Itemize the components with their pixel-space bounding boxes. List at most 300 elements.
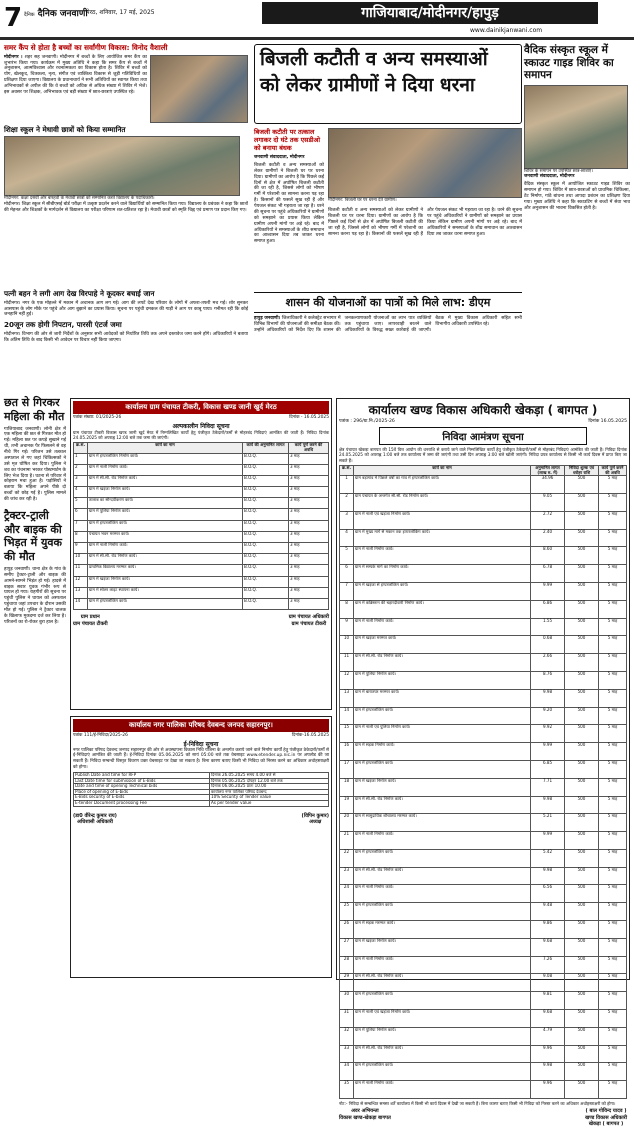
table-cell: 6	[74, 509, 88, 520]
table-row	[340, 867, 627, 885]
table-cell: 500	[565, 476, 599, 494]
table-cell: 9.98	[531, 796, 565, 814]
tender-signatures	[73, 614, 329, 627]
tender-note: नोट:- निविदा से सम्बन्धित समस्त शर्तें कार्यालय में किसी भी कार्य दिवस में देखी जा सकती हैं। बिना कारण बताए किसी भी निविदा को निरस्त करने का अधिकार अधोहस्ताक्षरी को होगा।	[339, 1101, 616, 1107]
table-cell: 5 माह	[599, 760, 627, 778]
table-cell: 10	[340, 636, 354, 654]
photo-caption: मोदीनगर: कक्षा दसवीं और बारहवीं के मेधावी छात्रों को सम्मानित करते विद्यालय के पदाधिकारी।	[4, 196, 155, 202]
table-cell: 500	[565, 778, 599, 796]
table-cell: ग्राम बड़ागांव में पिछले वर्षों का गांव में इण्टरलॉकिंग कार्य।	[354, 476, 531, 494]
table-cell: 9.48	[531, 903, 565, 921]
table-cell: 500	[565, 974, 599, 992]
table-cell: 16	[340, 743, 354, 761]
table-cell: 5 माह	[599, 636, 627, 654]
table-cell: 3 माह	[289, 576, 329, 587]
table-row	[74, 509, 329, 520]
tender-ref-number: पत्रांक 111/ई-निविदा/2025-26	[73, 733, 128, 738]
table-cell: B.O.Q.	[243, 498, 289, 509]
signatory-office: खेकड़ा ( बागपत )	[588, 1121, 624, 1128]
table-cell: 29	[340, 974, 354, 992]
table-cell: 3 माह	[289, 520, 329, 531]
table-cell: 21	[340, 832, 354, 850]
table-cell: 4	[340, 529, 354, 547]
table-cell: 500	[565, 654, 599, 672]
table-cell: ग्राम में नाली निर्माण कार्य।	[354, 547, 531, 565]
table-cell: ग्राम में सम्पर्क मार्ग का निर्माण कार्य।	[354, 565, 531, 583]
table-cell: 5 माह	[599, 992, 627, 1010]
table-row	[340, 885, 627, 903]
lead-photo	[328, 128, 522, 198]
tender-nagar-palika	[70, 716, 332, 978]
table-cell: 9.05	[531, 493, 565, 511]
table-cell: 3 माह	[289, 475, 329, 486]
table-row	[74, 565, 329, 576]
table-row	[340, 689, 627, 707]
tender-ref-number: पत्रांक : 296/ग्रा.नि./2025-26	[339, 419, 395, 424]
table-cell: 6.78	[531, 565, 565, 583]
table-cell: दिनांक 05.06.2025 दोपहर 12.00 बजे तक	[210, 778, 329, 784]
signatory-office: विकास खण्ड-खेकड़ा बागपत	[339, 1114, 391, 1121]
tender-khekda	[336, 398, 630, 1128]
table-cell: ग्राम में नाली निर्माण कार्य।	[354, 885, 531, 903]
table-cell: 3 माह	[289, 453, 329, 464]
story-body: बिजली कटौती व अन्य समस्याओं को लेकर ग्रामीणों ने बिजली घर पर धरना दिया। ग्रामीणों का आरोप है कि पिछले कई दिनों से क्षेत्र में अघोषित बिजली कटौती की जा रही है, जिससे लोगों को भीषण गर्मी में परेशानी का सामना करना पड़ रहा है। किसानों की फसलें सूख रही हैं और पेयजल संकट भी गहराता जा रहा है। धरने की सूचना पर पहुंचे अधिकारियों ने ग्रामीणों को समझाने का प्रयास किया लेकिन ग्रामीण अपनी मांगों पर अड़े रहे। बाद में अधिकारियों ने समस्याओं के शीघ्र समाधान का आश्वासन दिया तब जाकर धरना समाप्त हुआ।	[254, 162, 324, 245]
table-cell: 500	[565, 671, 599, 689]
table-cell: 5 माह	[599, 1081, 627, 1099]
table-cell: 2	[74, 464, 88, 475]
table-cell: 5 माह	[599, 529, 627, 547]
table-cell: 500	[565, 565, 599, 583]
table-cell: ग्राम में पुलिया निर्माण कार्य।	[354, 1027, 531, 1045]
table-cell: 5	[74, 498, 88, 509]
table-cell: 500	[565, 743, 599, 761]
table-cell: 5 माह	[599, 974, 627, 992]
paper-tag: दैनिक	[24, 12, 35, 18]
signatory-title: ग्राम प्रधान	[80, 614, 100, 621]
table-cell: 35	[340, 1081, 354, 1099]
table-cell: 8.60	[531, 547, 565, 565]
table-cell: ग्राम में सी.सी. रोड निर्माण कार्य।	[88, 554, 243, 565]
signatory-title: अधिशासी अधिकारी	[77, 818, 113, 825]
table-cell: 9.81	[531, 992, 565, 1010]
story-headline: शासन की योजनाओं का पात्रों को मिले लाभ: डीएम	[254, 292, 522, 313]
story-headline: वैदिक संस्कृत स्कूल में स्काउट गाइड शिविर का समापन	[524, 44, 614, 82]
table-row	[340, 707, 627, 725]
table-cell: दिनांक 06.06.2025 प्रातः 10.00	[210, 784, 329, 790]
table-cell: ग्राम में इण्टरलॉकिंग कार्य।	[354, 1063, 531, 1081]
table-row	[74, 576, 329, 587]
tender-signatures	[339, 1108, 627, 1127]
table-cell: 2.40	[531, 529, 565, 547]
table-row	[340, 992, 627, 1010]
story-photo	[150, 55, 248, 123]
table-cell: 13	[340, 689, 354, 707]
story-body: शहर सह जनवाणी। मोदीनगर में बच्चों के लिए आयोजित समर कैंप का शुभारंभ किया गया। कार्यक्रम में मुख्य अतिथि ने कहा कि समर कैंप से बच्चों में अनुशासन, आत्मविश्वास और रचनात्मकता का विकास होता है। शिविर में बच्चों को योग, खेलकूद, चित्रकला, नृत्य, संगीत एवं व्यक्तित्व विकास से जुड़ी गतिविधियों का प्रशिक्षण दिया जाएगा। विद्यालय के प्रधानाचार्य ने सभी अतिथियों का स्वागत किया तथा अभिभावकों से अपील की कि वे बच्चों को अधिक से अधिक संख्या में शिविर में भेजें। इस अवसर पर शिक्षक, अभिभावक एवं बड़ी संख्या में छात्र-छात्राएं उपस्थित रहे।	[4, 54, 147, 95]
table-header: कार्य पूर्ण करने की अवधि	[289, 443, 329, 453]
table-cell: 5 माह	[599, 600, 627, 618]
table-cell: 9.68	[531, 1010, 565, 1028]
table-cell: 34.96	[531, 476, 565, 494]
table-cell: 5 माह	[599, 921, 627, 939]
table-cell: Publish Date and time for RFP	[74, 773, 210, 779]
table-row	[340, 1063, 627, 1081]
table-header: कार्य की अनुमानित लागत	[243, 443, 289, 453]
story-headline: छत से गिरकर महिला की मौत	[4, 396, 65, 423]
table-cell: 9.92	[531, 725, 565, 743]
table-cell: 5 माह	[599, 493, 627, 511]
table-row	[340, 476, 627, 494]
signatory-name: (डा0 वीरेन्द्र कुमार राय)	[73, 812, 117, 819]
tender-intro: क्षेत्र पंचायत खेकड़ा बागपत की 15वें वित्त आयोग की धनराशि से कराये जाने वाले निम्नलिखित कार्यों हेतु पंजीकृत ठेकेदारों/फर्मों से मोहरबंद निविदाएं आमंत्रित की जाती हैं। निविदा दिनांक 24.05.2025 को अपराह्न 1:00 बजे तक कार्यालय में जमा की जाएंगी तथा उसी दिन अपराह्न 3:00 बजे खोली जाएंगी। निविदा प्रपत्र कार्यालय से किसी भी कार्य दिवस में प्राप्त किए जा सकते हैं।	[339, 446, 627, 463]
table-cell: ग्राम में खड़ंजा निर्माण कार्य।	[88, 576, 243, 587]
story-photo	[524, 85, 628, 169]
story-body: हापुड़ जनवाणी। थाना क्षेत्र के गांव के समीप ट्रैक्टर-ट्राली और बाइक की आमने-सामने भिड़ंत हो गई। हादसे में बाइक सवार युवक गंभीर रूप से घायल हो गया। राहगीरों की सूचना पर पहुंची पुलिस ने घायल को अस्पताल पहुंचाया जहां उपचार के दौरान उसकी मौत हो गई। पुलिस ने ट्रैक्टर चालक के खिलाफ मुकदमा दर्ज कर लिया है। परिजनों का रो-रोकर बुरा हाल है।	[4, 566, 66, 625]
table-cell: 1.55	[531, 618, 565, 636]
tender-title: कार्यालय ग्राम पंचायत टीकरी, विकास खण्ड जानी खुर्द मेरठ	[73, 401, 329, 414]
table-cell: 6.56	[531, 885, 565, 903]
table-cell: 5 माह	[599, 547, 627, 565]
table-cell: 3 माह	[289, 464, 329, 475]
table-cell: 6.86	[531, 600, 565, 618]
table-row	[340, 636, 627, 654]
table-cell: 5 माह	[599, 743, 627, 761]
table-cell: 17	[340, 760, 354, 778]
table-cell: 500	[565, 725, 599, 743]
lead-subheadline: बिजली कटौती पर तत्काल लगाकर दो घंटे तक एसडीओ को बनाया बंधक	[254, 128, 321, 152]
table-cell: 9.99	[531, 832, 565, 850]
table-cell: ग्राम में इण्टरलॉकिंग निर्माण कार्य।	[88, 453, 243, 464]
signatory-title: अवर अभियन्ता	[351, 1108, 379, 1115]
table-cell: 6	[340, 565, 354, 583]
table-cell: 5 माह	[599, 618, 627, 636]
table-header: कार्य का नाम	[354, 466, 531, 476]
table-cell: 3 माह	[289, 554, 329, 565]
signatory-office: ग्राम पंचायत टीकरी	[73, 620, 108, 627]
table-cell: ग्राम में इण्टरलॉकिंग कार्य।	[354, 707, 531, 725]
story-headline: ट्रैक्टर-ट्राली और बाइक की भिड़त में युवक की मौत	[4, 508, 62, 564]
table-cell: 9.98	[531, 867, 565, 885]
table-cell: 500	[565, 707, 599, 725]
table-cell: 14	[340, 707, 354, 725]
table-cell: ग्राम में सी.सी. रोड निर्माण कार्य।	[354, 654, 531, 672]
table-cell: 500	[565, 529, 599, 547]
table-cell: 5 माह	[599, 867, 627, 885]
table-cell: B.O.Q.	[243, 520, 289, 531]
story-body: बिजली कटौती व अन्य समस्याओं को लेकर ग्रामीणों ने बिजली घर पर धरना दिया। ग्रामीणों का आरोप है कि पिछले कई दिनों से क्षेत्र में अघोषित बिजली कटौती की जा रही है, जिससे लोगों को भीषण गर्मी में परेशानी का सामना करना पड़ रहा है। किसानों की फसलें सूख रही हैं और पेयजल संकट भी गहराता जा रहा है। धरने की सूचना पर पहुंचे अधिकारियों ने ग्रामीणों को समझाने का प्रयास किया लेकिन ग्रामीण अपनी मांगों पर अड़े रहे। बाद में अधिकारियों ने समस्याओं के शीघ्र समाधान का आश्वासन दिया तब जाकर धरना समाप्त हुआ।	[328, 208, 522, 237]
table-cell: ग्राम में सी.सी. रोड निर्माण कार्य।	[354, 1045, 531, 1063]
tender-date: दिनांक-16.05.2025	[291, 733, 329, 738]
table-cell: ग्राम पंचायत के अन्तर्गत सी.सी. रोड निर्माण कार्य।	[354, 493, 531, 511]
table-cell: 23	[340, 867, 354, 885]
table-cell: 5 माह	[599, 476, 627, 494]
table-row	[74, 498, 329, 509]
table-cell: B.O.Q.	[243, 543, 289, 554]
table-cell: 500	[565, 1010, 599, 1028]
table-cell: 5 माह	[599, 849, 627, 867]
table-cell: 9.20	[531, 707, 565, 725]
table-row	[340, 778, 627, 796]
table-cell: 500	[565, 636, 599, 654]
table-cell: ग्राम में सी.सी. रोड निर्माण कार्य।	[354, 867, 531, 885]
tender-title: कार्यालय खण्ड विकास अधिकारी खेकड़ा ( बागपत )	[368, 403, 598, 417]
tender-notice-heading: निविदा आमंत्रण सूचना	[379, 427, 587, 445]
table-cell: ग्राम में इण्टरलॉकिंग कार्य।	[354, 849, 531, 867]
table-row	[340, 582, 627, 600]
table-cell: ग्राम में इण्टरलॉकिंग कार्य।	[354, 903, 531, 921]
table-row	[340, 1027, 627, 1045]
table-cell: ग्राम में पुलिया निर्माण कार्य।	[88, 509, 243, 520]
table-cell: 1	[340, 476, 354, 494]
table-cell: 5 माह	[599, 778, 627, 796]
story-byline: मोदीनगर ।	[4, 54, 23, 60]
table-cell: 13	[74, 587, 88, 598]
table-cell: ग्राम में खड़ंजा निर्माण कार्य।	[354, 938, 531, 956]
table-row	[74, 453, 329, 464]
table-cell: कार्यालय नगर पालिका परिषद देवबन्द	[210, 789, 329, 795]
story-byline: जनवाणी संवाददाता, मोदीनगर	[254, 155, 305, 160]
table-row	[340, 529, 627, 547]
table-cell: 10	[74, 554, 88, 565]
table-cell: ग्राम में सी.सी. रोड निर्माण कार्य।	[354, 796, 531, 814]
table-cell: 500	[565, 885, 599, 903]
table-cell: 31	[340, 1010, 354, 1028]
story-headline: 20जून तक होगी निपटान, पारसी एंटर्ज जमा	[4, 320, 122, 330]
table-cell: ग्राम में सी.सी. रोड निर्माण कार्य।	[354, 974, 531, 992]
table-cell: 10% Security of Tender value	[210, 795, 329, 801]
table-row	[340, 760, 627, 778]
table-row	[74, 531, 329, 542]
table-row	[340, 618, 627, 636]
table-header: क्र.सं.	[74, 443, 88, 453]
table-row	[74, 598, 329, 609]
table-cell: ग्राम में नाली निर्माण कार्य।	[88, 543, 243, 554]
tender-notice-heading: अल्पकालीन निविदा सूचना	[172, 422, 230, 430]
photo-caption: मोदीनगर: बिजली घर पर धरना देते ग्रामीण।	[328, 198, 397, 203]
tender-gram-panchayat	[70, 398, 332, 710]
table-cell: 500	[565, 796, 599, 814]
table-cell: ग्राम में इण्टरलॉकिंग कार्य।	[354, 760, 531, 778]
table-cell: E-tender Document processing Fee	[74, 801, 210, 807]
table-cell: 9.68	[531, 938, 565, 956]
table-cell: 8	[340, 600, 354, 618]
paper-title: दैनिक जनवाणी	[37, 9, 88, 19]
table-cell: 2	[340, 493, 354, 511]
table-cell: 3 माह	[289, 565, 329, 576]
table-cell: 2.66	[531, 654, 565, 672]
website-link[interactable]: www.dainikjanwani.com	[470, 27, 543, 34]
table-cell: 0.68	[531, 636, 565, 654]
table-row	[74, 554, 329, 565]
table-row	[340, 1045, 627, 1063]
table-row	[340, 938, 627, 956]
table-cell: 9	[74, 543, 88, 554]
table-header: अनुमानित लागत (लाख रु. में)	[531, 466, 565, 476]
table-cell: 14	[74, 598, 88, 609]
paper-name	[24, 6, 88, 19]
table-cell: 25	[340, 903, 354, 921]
story-headline: शिक्षा स्कूल ने मेधावी छात्रों को किया सम्मानित	[4, 124, 126, 134]
table-cell: 27	[340, 938, 354, 956]
table-cell: 7	[74, 520, 88, 531]
signatory-title: अध्यक्ष	[309, 818, 322, 825]
table-cell: ग्राम में सामुदायिक शौचालय मरम्मत कार्य।	[354, 814, 531, 832]
masthead	[0, 0, 634, 40]
table-cell: B.O.Q.	[243, 464, 289, 475]
table-cell: 5 माह	[599, 903, 627, 921]
edition-banner: गाजियाबाद/मोदीनगर/हापुड़	[262, 2, 598, 24]
table-cell: ग्राम में नाली निर्माण कार्य।	[88, 464, 243, 475]
table-cell: ग्राम में सोलर लाइट स्थापना कार्य।	[88, 587, 243, 598]
table-cell: 4	[74, 487, 88, 498]
table-cell: ग्राम में नाली एवं खड़ंजा निर्माण कार्य।	[354, 1010, 531, 1028]
table-cell: 9.98	[531, 689, 565, 707]
table-cell: 3 माह	[289, 598, 329, 609]
dateline: मेरठ, शनिवार, 17 मई, 2025	[86, 9, 155, 16]
tender-title: कार्यालय नगर पालिका परिषद देवबन्द जनपद सहारनपुर।	[73, 719, 329, 732]
table-row	[340, 832, 627, 850]
signatory-name: ( बाल गोविन्द यादव )	[585, 1108, 627, 1115]
table-cell: ग्राम में खड़ंजा से इण्टरलॉकिंग कार्य।	[354, 582, 531, 600]
table-cell: 500	[565, 867, 599, 885]
table-cell: 500	[565, 493, 599, 511]
table-cell: 7	[340, 582, 354, 600]
story-headline: समर कैंप से होता है बच्चों का सर्वांगीण विकास: विनोद वैशाली	[4, 43, 168, 52]
table-cell: 5 माह	[599, 796, 627, 814]
table-row	[340, 654, 627, 672]
table-cell: 5.21	[531, 814, 565, 832]
story-body: वैदिक संस्कृत स्कूल में आयोजित स्काउट गाइड शिविर का समापन हो गया। शिविर में छात्र-छात्राओं को प्राथमिक चिकित्सा, टेंट निर्माण, गांठें बांधना तथा आपदा प्रबंधन का प्रशिक्षण दिया गया। मुख्य अतिथि ने कहा कि स्काउटिंग से बच्चों में सेवा भाव और अनुशासन की भावना विकसित होती है।	[524, 182, 630, 211]
table-cell: 9.99	[531, 582, 565, 600]
table-row	[340, 493, 627, 511]
table-cell: 500	[565, 760, 599, 778]
table-cell: ग्राम में सड़क निर्माण कार्य।	[354, 743, 531, 761]
table-cell: 500	[565, 582, 599, 600]
table-row	[340, 725, 627, 743]
table-cell: 3 माह	[289, 587, 329, 598]
table-header: कार्य का नाम	[88, 443, 243, 453]
table-cell: 3 माह	[289, 531, 329, 542]
table-cell: Last Date time for submission of E-Bids	[74, 778, 210, 784]
table-cell: 500	[565, 511, 599, 529]
table-cell: 3 माह	[289, 487, 329, 498]
table-cell: 500	[565, 618, 599, 636]
table-cell: As per tender value	[210, 801, 329, 807]
tender-signatures	[73, 813, 329, 826]
story-woman-death	[4, 396, 66, 976]
signatory-title: ग्राम पंचायत अधिकारी	[288, 614, 329, 621]
table-cell: 3	[340, 511, 354, 529]
story-body: मोदीनगर। विभाग की ओर से जारी निर्देशों के अनुसार सभी आवेदकों को निर्धारित तिथि तक अपने दस्तावेज जमा करने होंगे। अधिकारियों ने बताया कि अंतिम तिथि के बाद किसी भी आवेदन पर विचार नहीं किया जाएगा।	[4, 331, 248, 343]
story-headline: पत्नी बहन ने लगी आग देख विरपाहे ने कूदकर बचाई जान	[4, 289, 155, 298]
story-body: गाजियाबाद जनवाणी। लोनी क्षेत्र में एक महिला की छत से गिरकर मौत हो गई। महिला छत पर कपड़े सुखाने गई थी, तभी अचानक पैर फिसलने से वह नीचे गिर गई। परिजन उसे तत्काल अस्पताल ले गए जहां चिकित्सकों ने उसे मृत घोषित कर दिया। पुलिस ने शव का पंचनामा भरकर पोस्टमार्टम के लिए भेज दिया है। घटना से परिवार में कोहराम मचा हुआ है। पड़ोसियों ने बताया कि महिला अपने पीछे दो बच्चों को छोड़ गई है। पुलिस मामले की जांच कर रही है।	[4, 426, 66, 502]
table-cell: 11	[340, 654, 354, 672]
table-cell: 5 माह	[599, 814, 627, 832]
table-cell: 18	[340, 778, 354, 796]
table-cell: 5 माह	[599, 1045, 627, 1063]
story-photo	[4, 136, 240, 196]
table-cell: 500	[565, 1045, 599, 1063]
table-cell: ग्राम में खड़ंजा मरम्मत कार्य।	[354, 636, 531, 654]
lead-photo-wrap	[328, 128, 522, 204]
table-cell: ग्राम में सी.सी. रोड निर्माण कार्य।	[88, 475, 243, 486]
tender-schedule-table	[73, 772, 329, 806]
tender-intro: ग्राम पंचायत टीकरी विकास खण्ड जानी खुर्द मेरठ में निम्नलिखित कार्यों हेतु पंजीकृत ठेकेदारों/फर्मों से मोहरबंद निविदाएं आमंत्रित की जाती हैं। निविदा दिनांक 24.05.2025 को अपराह्न 12:00 बजे तक जमा की जाएंगी।	[73, 429, 329, 440]
table-row	[340, 565, 627, 583]
table-cell: B.O.Q.	[243, 509, 289, 520]
table-cell: 5 माह	[599, 885, 627, 903]
table-cell: B.O.Q.	[243, 554, 289, 565]
table-cell: 26	[340, 921, 354, 939]
table-header: क्र.सं.	[340, 466, 354, 476]
table-row	[340, 921, 627, 939]
table-cell: 6.85	[531, 760, 565, 778]
table-cell: 34	[340, 1063, 354, 1081]
table-cell: 5.42	[531, 849, 565, 867]
table-cell: 5 माह	[599, 654, 627, 672]
table-cell: 500	[565, 1027, 599, 1045]
table-row	[340, 600, 627, 618]
table-cell: 5 माह	[599, 938, 627, 956]
table-cell: 3	[74, 475, 88, 486]
table-cell: दिनांक 26.05.2025 समय 4.00 बजे से	[210, 773, 329, 779]
story-body: जिलाधिकारी ने कलेक्ट्रेट सभागार में विभिन्न विभागों की योजनाओं की समीक्षा बैठक की। उन्होंने अधिकारियों को निर्देश दिए कि शासन की जनकल्याणकारी योजनाओं का लाभ पात्र व्यक्तियों तक पहुंचाया जाए। लापरवाही बरतने वाले अधिकारियों के विरुद्ध सख्त कार्रवाई की जाएगी। बैठक में मुख्य विकास अधिकारी सहित सभी विभागीय अधिकारी उपस्थित रहे।	[254, 316, 522, 333]
table-row	[340, 743, 627, 761]
table-cell: 5	[340, 547, 354, 565]
table-cell: E-Bids security of E-bids	[74, 795, 210, 801]
table-row	[340, 671, 627, 689]
story-body: मोदीनगर। शिक्षा स्कूल में सीबीएसई बोर्ड परीक्षा में उत्कृष्ट प्रदर्शन करने वाले विद्यार्थियों को सम्मानित किया गया। विद्यालय के प्रबंधक ने कहा कि छात्रों की मेहनत और शिक्षकों के मार्गदर्शन से विद्यालय का परीक्षा परिणाम शत-प्रतिशत रहा है। मेधावी छात्रों को स्मृति चिह्न एवं प्रमाण पत्र प्रदान किए गए।	[4, 201, 248, 213]
tender-notice-heading: ई-निविदा सूचना	[183, 740, 219, 748]
story-dm	[254, 292, 522, 394]
table-cell: 9.08	[531, 974, 565, 992]
table-cell: 500	[565, 547, 599, 565]
header-rule	[0, 37, 634, 40]
lead-headline: बिजली कटौती व अन्य समस्याओं	[260, 48, 488, 70]
table-cell: ग्राम में कब्रिस्तान की चहारदीवारी निर्माण कार्य।	[354, 600, 531, 618]
table-cell: 5 माह	[599, 1027, 627, 1045]
table-cell: 3 माह	[289, 509, 329, 520]
table-row	[74, 475, 329, 486]
table-cell: 500	[565, 689, 599, 707]
table-cell: 9.98	[531, 1063, 565, 1081]
table-cell: 500	[565, 938, 599, 956]
table-cell: Place of opening of E-bids	[74, 789, 210, 795]
table-cell: ग्राम में पुलिया निर्माण कार्य।	[354, 671, 531, 689]
table-cell: 5 माह	[599, 1010, 627, 1028]
table-header: निविदा शुल्क एवं धरोहर राशि	[565, 466, 599, 476]
table-cell: ग्राम में खड़ंजा निर्माण कार्य।	[354, 778, 531, 796]
table-cell: ग्राम में नाली निर्माण कार्य।	[354, 618, 531, 636]
table-cell: 9.96	[531, 1081, 565, 1099]
tender-body: नगर पालिका परिषद देवबन्द जनपद सहारनपुर की ओर से अवस्थापना विकास निधि योजना के अन्तर्गत कराये जाने वाले निर्माण कार्यों हेतु पंजीकृत ठेकेदारों/फर्मों से ई-निविदाएं आमंत्रित की जाती हैं। ई-निविदा दिनांक 05.06.2025 को सायं 05:00 बजे तक वेबसाइट www.etender.up.nic.in पर अपलोड की जा सकती हैं। निविदा सम्बन्धी विस्तृत विवरण उक्त वेबसाइट पर देखा जा सकता है। बिना कारण बताए किसी भी निविदा को निरस्त करने का अधिकार अधोहस्ताक्षरी को होगा।	[73, 747, 329, 770]
table-cell: 32	[340, 1027, 354, 1045]
table-cell: ग्राम में नाली एवं खड़ंजा निर्माण कार्य।	[354, 511, 531, 529]
table-cell: 500	[565, 903, 599, 921]
table-cell: पंचायत भवन मरम्मत कार्य।	[88, 531, 243, 542]
table-cell: 8	[74, 531, 88, 542]
table-row	[340, 796, 627, 814]
table-cell: 500	[565, 814, 599, 832]
table-cell: ग्राम में मुख्य मार्ग से मकान तक इण्टरलॉकिंग कार्य।	[354, 529, 531, 547]
table-cell: 500	[565, 1063, 599, 1081]
table-cell: 20	[340, 814, 354, 832]
table-cell: 5 माह	[599, 725, 627, 743]
table-cell: प्राथमिक विद्यालय मरम्मत कार्य।	[88, 565, 243, 576]
table-cell: 5 माह	[599, 671, 627, 689]
story-summer-camp	[4, 44, 248, 284]
table-cell: 28	[340, 956, 354, 974]
story-byline: जनवाणी संवाददाता, मोदीनगर	[524, 174, 575, 180]
